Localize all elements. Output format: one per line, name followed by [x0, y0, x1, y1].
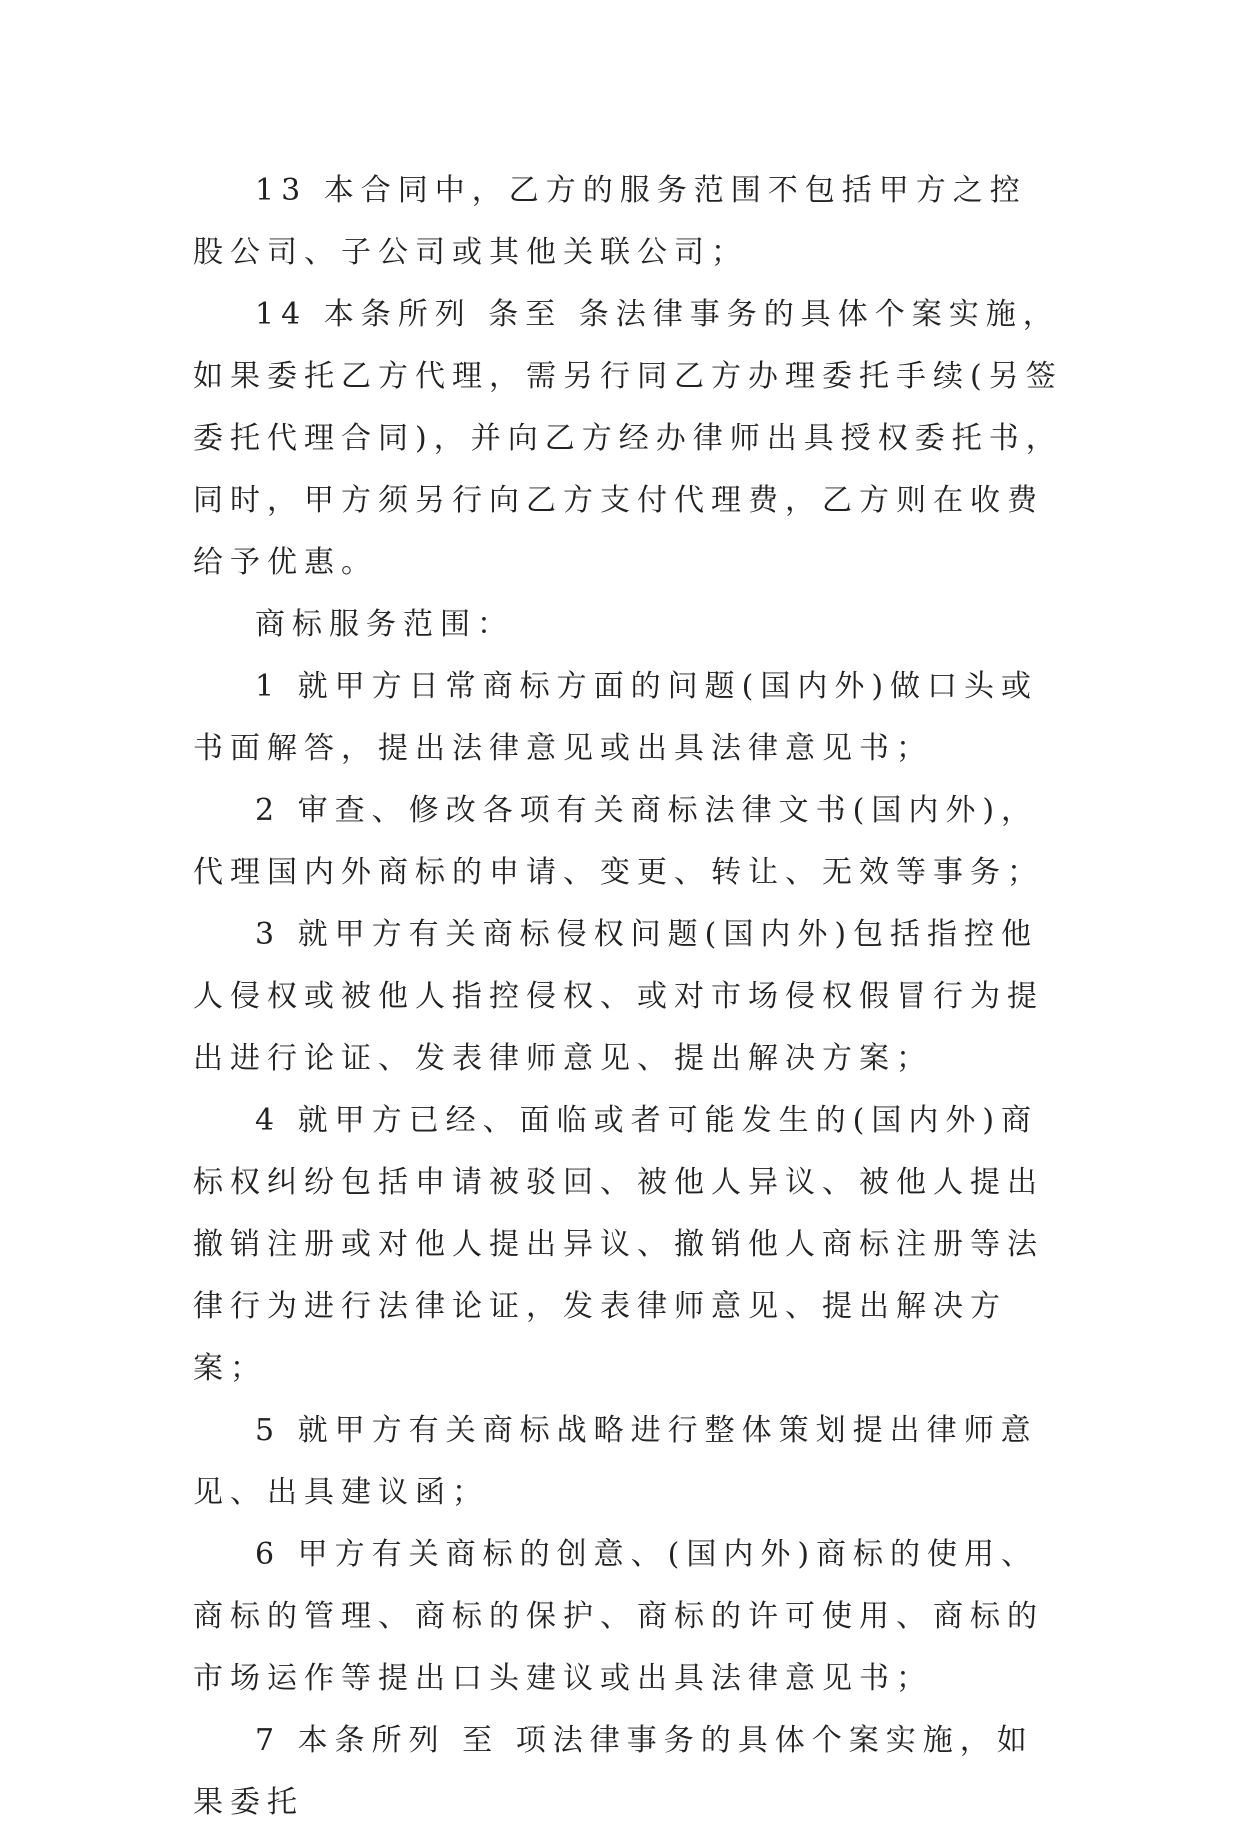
trademark-item-4-paragraph: 4 就甲方已经、面临或者可能发生的(国内外)商标权纠纷包括申请被驳回、被他人异议、被他人提出撤销注册或对他人提出异议、撤销他人商标注册等法律行为进行法律论证，发表律师意见、提出解决方案；: [193, 1103, 1044, 1386]
trademark-scope-heading: 商标服务范围：: [255, 607, 514, 642]
trademark-item-6-paragraph: 6 甲方有关商标的创意、(国内外)商标的使用、商标的管理、商标的保护、商标的许可使用、商标的市场运作等提出口头建议或出具法律意见书；: [193, 1537, 1044, 1696]
trademark-item-2-paragraph: 2 审查、修改各项有关商标法律文书(国内外)，代理国内外商标的申请、变更、转让、无效等事务；: [193, 793, 1044, 890]
trademark-item-7-paragraph: 7 本条所列 至 项法律事务的具体个案实施，如果委托: [193, 1723, 1034, 1820]
trademark-item-5-paragraph: 5 就甲方有关商标战略进行整体策划提出律师意见、出具建议函；: [193, 1413, 1038, 1510]
document-body: [193, 160, 1063, 1834]
trademark-item-1-paragraph: 1 就甲方日常商标方面的问题(国内外)做口头或书面解答，提出法律意见或出具法律意见书；: [193, 669, 1039, 766]
trademark-item-3-paragraph: 3 就甲方有关商标侵权问题(国内外)包括指控他人侵权或被他人指控侵权、或对市场侵权假冒行为提出进行论证、发表律师意见、提出解决方案；: [193, 917, 1044, 1076]
clause-13-paragraph: 13 本合同中，乙方的服务范围不包括甲方之控股公司、子公司或其他关联公司；: [193, 173, 1027, 270]
clause-14-paragraph: 14 本条所列 条至 条法律事务的具体个案实施，如果委托乙方代理，需另行同乙方办理委托手续(另签委托代理合同)，并向乙方经办律师出具授权委托书，同时，甲方须另行向乙方支付代理费，乙方则在收费给予优惠。: [193, 297, 1063, 580]
